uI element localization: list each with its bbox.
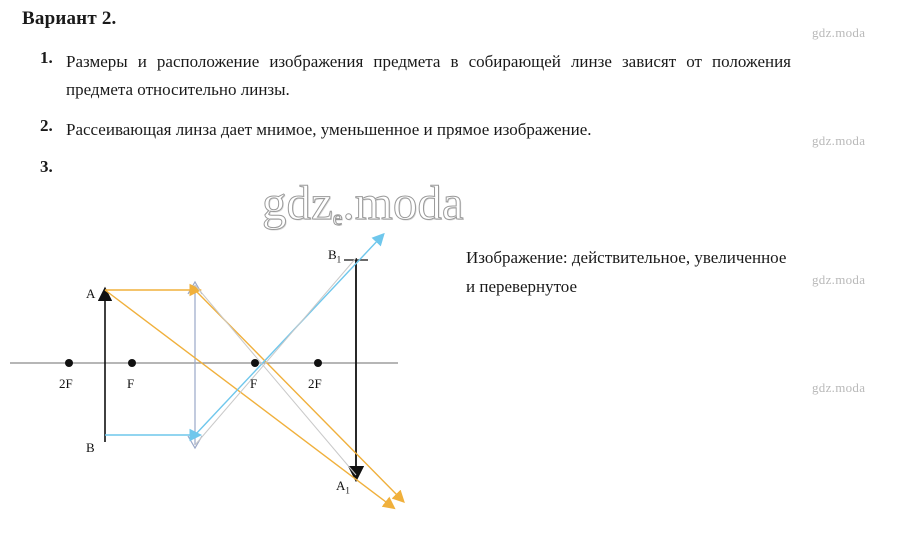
- answer-block: [466, 243, 866, 301]
- question-list: [40, 48, 800, 190]
- question-number: 3.: [40, 156, 53, 176]
- question-text: Рассеивающая линза дает мнимое, уменьшенное и прямое изображение.: [66, 120, 592, 140]
- watermark-large-main: gdz: [262, 175, 333, 230]
- point-f-left: [128, 359, 136, 367]
- label-2f-right: 2F: [308, 376, 322, 391]
- page-title: Вариант 2.: [22, 8, 117, 29]
- construction-line-1: [195, 285, 356, 475]
- construction-line-2: [195, 258, 356, 445]
- question-number: 1.: [40, 48, 53, 67]
- point-f-right: [251, 359, 259, 367]
- label-image-bottom: $A_1$: [336, 478, 350, 496]
- label-object-top: A: [86, 286, 96, 301]
- label-image-top: $B_1$: [328, 247, 342, 265]
- optics-diagram: [0, 230, 460, 530]
- answer-line-2: и перевернутое: [466, 277, 578, 297]
- watermark-large-tail: .moda: [342, 175, 464, 230]
- ray-blue-refracted: [195, 238, 380, 435]
- label-f-right: F: [250, 376, 258, 391]
- label-2f-left: 2F: [59, 376, 73, 391]
- point-2f-right: [314, 359, 322, 367]
- watermark-bottom-right: gdz.moda: [812, 380, 866, 395]
- watermark-answer-right: gdz.moda: [812, 272, 866, 287]
- watermark-large: [262, 174, 464, 231]
- list-item: [40, 48, 800, 103]
- label-object-bottom: B: [86, 440, 95, 455]
- watermark-large-sub: e: [332, 205, 343, 230]
- watermark-top-right: gdz.moda: [812, 25, 866, 40]
- point-2f-left: [65, 359, 73, 367]
- question-text: Размеры и расположение изображения предмета в собирающей линзе зависят от положения предмета относительно линзы.: [66, 52, 791, 99]
- watermark-mid-right: gdz.moda: [812, 133, 866, 148]
- question-number: 2.: [40, 116, 53, 136]
- list-item: [40, 116, 800, 144]
- ray-through-center: [105, 290, 390, 505]
- label-f-left: F: [127, 376, 135, 391]
- answer-line-1: Изображение: действительное, увеличенное: [466, 248, 787, 267]
